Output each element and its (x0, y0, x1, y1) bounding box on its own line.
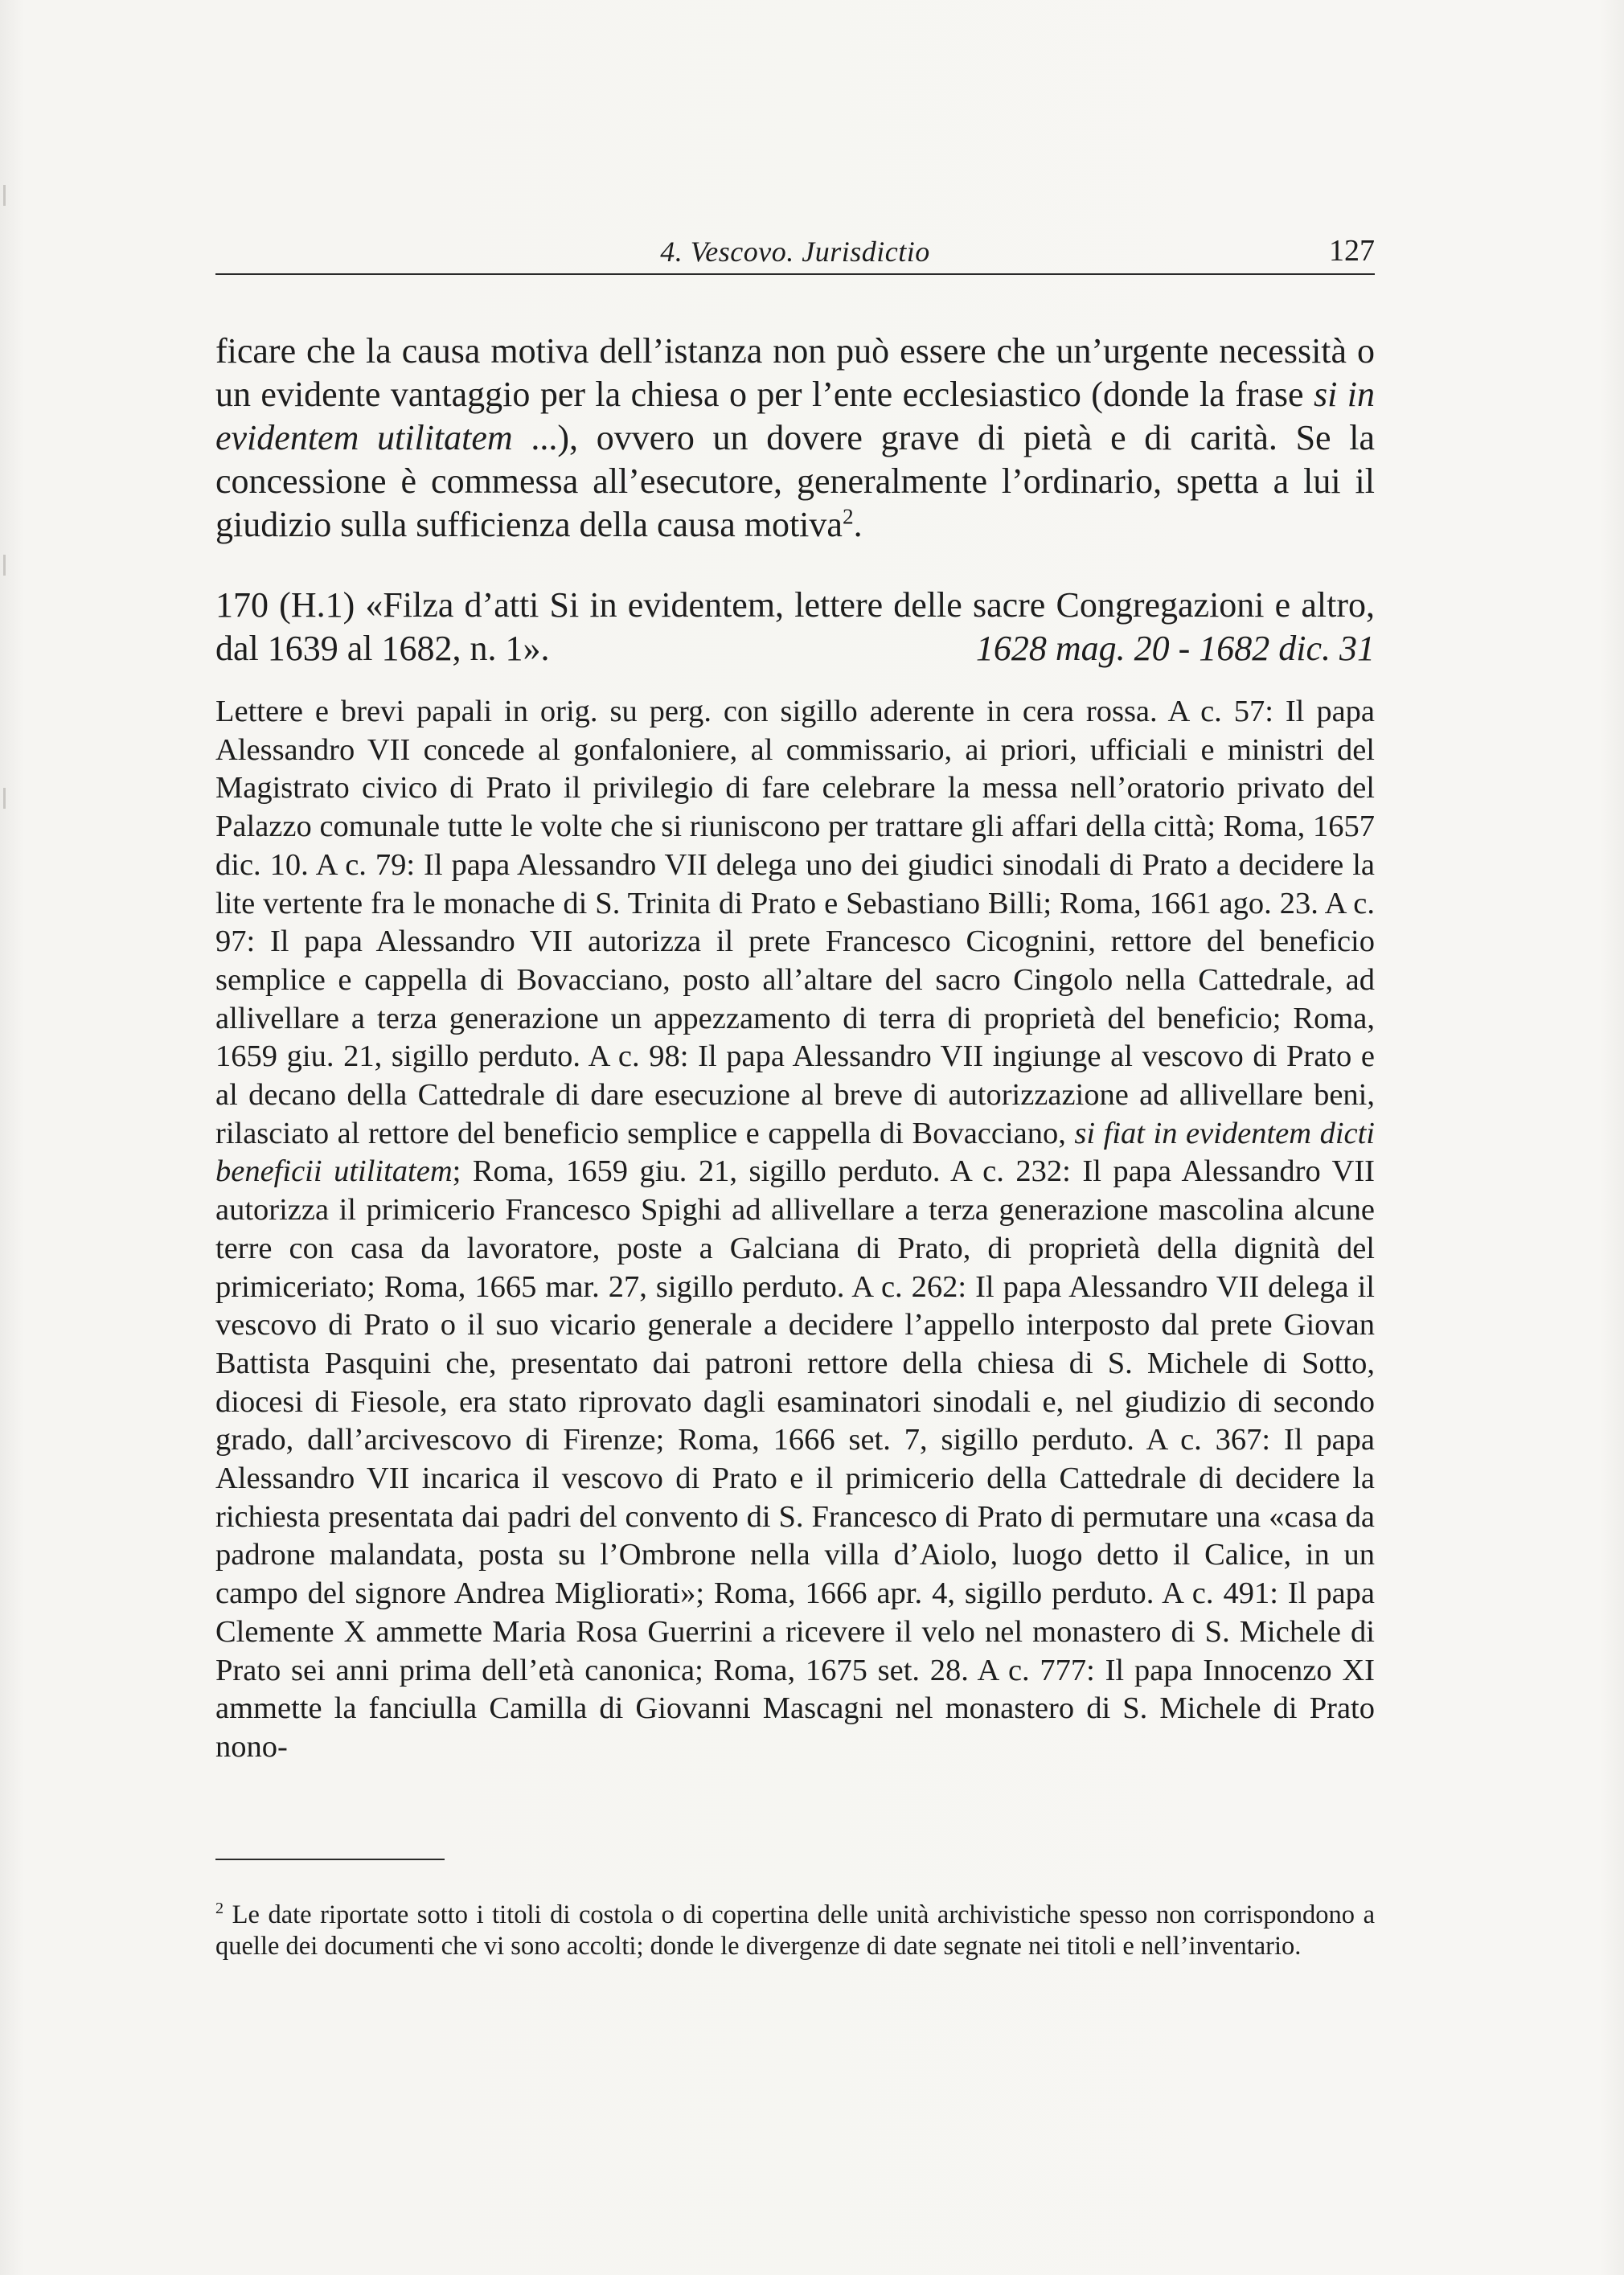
intro-latin-phrase: si in evidentem utilitatem (215, 375, 1375, 457)
entry-heading (215, 584, 1375, 670)
running-header (215, 233, 1375, 275)
scan-margin-mark (3, 788, 6, 809)
footnote-reference: 2 (842, 504, 854, 529)
entry-dates: 1628 mag. 20 - 1682 dic. 31 (975, 629, 1375, 668)
intro-paragraph (215, 330, 1375, 547)
entry-description (215, 693, 1375, 1767)
page-number: 127 (1329, 234, 1375, 268)
scan-margin-mark (3, 555, 6, 576)
main-text (215, 330, 1375, 1767)
entry-body: Lettere e brevi papali in orig. su perg. con sigillo aderente in cera rossa. A c. 57: Il papa Alessandro VII concede al gonfaloniere, al commissario, ai priori, ufficiali e ministri del Magistrato civico di Prato il privilegio di fare celebrare la messa nell’oratorio privato del Palazzo comunale tutte le volte che si riuniscono per trattare gli affari della città; Roma, 1657 dic. 10. A c. 79: Il papa Alessandro VII delega uno dei giudici sinodali di Prato a decidere la lite vertente fra le monache di S. Trinita di Prato e Sebastiano Billi; Roma, 1661 ago. 23. A c. 97: Il papa Alessandro VII autorizza il prete Francesco Cicognini, rettore del beneficio semplice e cappella di Bovacciano, posto all’altare del sacro Cingolo nella Cattedrale, ad allivellare a terza generazione un appezzamento di terra di proprietà del beneficio; Roma, 1659 giu. 21, sigillo perduto. A c. 98: Il papa Alessandro VII ingiunge al vescovo di Prato e al decano della Cattedrale di dare esecuzione al breve di autorizzazione ad allivellare beni, rilasciato al rettore del beneficio semplice e cappella di Bovacciano, (215, 695, 1375, 1150)
entry-title: 170 (H.1) «Filza d’atti Si in evidentem, lettere delle sacre Congregazioni e altro, dal 1639 al 1682, n. 1». (215, 585, 1375, 668)
running-title: 4. Vescovo. Jurisdictio (660, 236, 930, 268)
scan-margin-mark (3, 185, 6, 206)
footnote (215, 1900, 1375, 1962)
intro-end: . (853, 505, 863, 544)
intro-text: ficare che la causa motiva dell’istanza non può essere che un’urgente necessità o un evidente vantaggio per la chiesa o per l’ente ecclesiastico (donde la frase (215, 331, 1375, 414)
entry-latin-phrase: si fiat in evidentem dicti beneficii utilitatem (215, 1116, 1375, 1189)
intro-text-continued: ...), ovvero un dovere grave di pietà e di carità. Se la concessione è commessa all’esecutore, generalmente l’ordinario, spetta a lui il giudizio sulla sufficienza della causa motiva (215, 418, 1376, 544)
footnote-number: 2 (215, 1900, 224, 1918)
footnote-text: Le date riportate sotto i titoli di costola o di copertina delle unità archivistiche spesso non corrispondono a quelle dei documenti che vi sono accolti; donde le divergenze di date segnate nei titoli e nell’inventario. (215, 1900, 1375, 1961)
entry-body-continued: ; Roma, 1659 giu. 21, sigillo perduto. A c. 232: Il papa Alessandro VII autorizza il primicerio Francesco Spighi ad allivellare a terza generazione mascolina alcune terre con casa da lavoratore, poste a Galciana di Prato, di proprietà della dignità del primiceriato; Roma, 1665 mar. 27, sigillo perduto. A c. 262: Il papa Alessandro VII delega il vescovo di Prato o il suo vicario generale a decidere l’appello interposto dal prete Giovan Battista Pasquini che, presentato dai patroni rettore della chiesa di S. Michele di Sotto, diocesi di Fiesole, era stato riprovato dagli esaminatori sinodali e, nel giudizio di secondo grado, dall’arcivescovo di Firenze; Roma, 1666 set. 7, sigillo perduto. A c. 367: Il papa Alessandro VII incarica il vescovo di Prato e il primicerio della Cattedrale di decidere la richiesta presentata dai padri del convento di S. Francesco di Prato di permutare una «casa da padrone malandata, posta su l’Ombrone nella villa d’Aiolo, luogo detto il Calice, in un campo del signore Andrea Migliorati»; Roma, 1666 apr. 4, sigillo perduto. A c. 491: Il papa Clemente X ammette Maria Rosa Guerrini a ricevere il velo nel monastero di S. Michele di Prato sei anni prima dell’età canonica; Roma, 1675 set. 28. A c. 777: Il papa Innocenzo XI ammette la fanciulla Camilla di Giovanni Mascagni nel monastero di S. Michele di Prato nono- (215, 1154, 1375, 1764)
footnote-divider (215, 1859, 445, 1860)
